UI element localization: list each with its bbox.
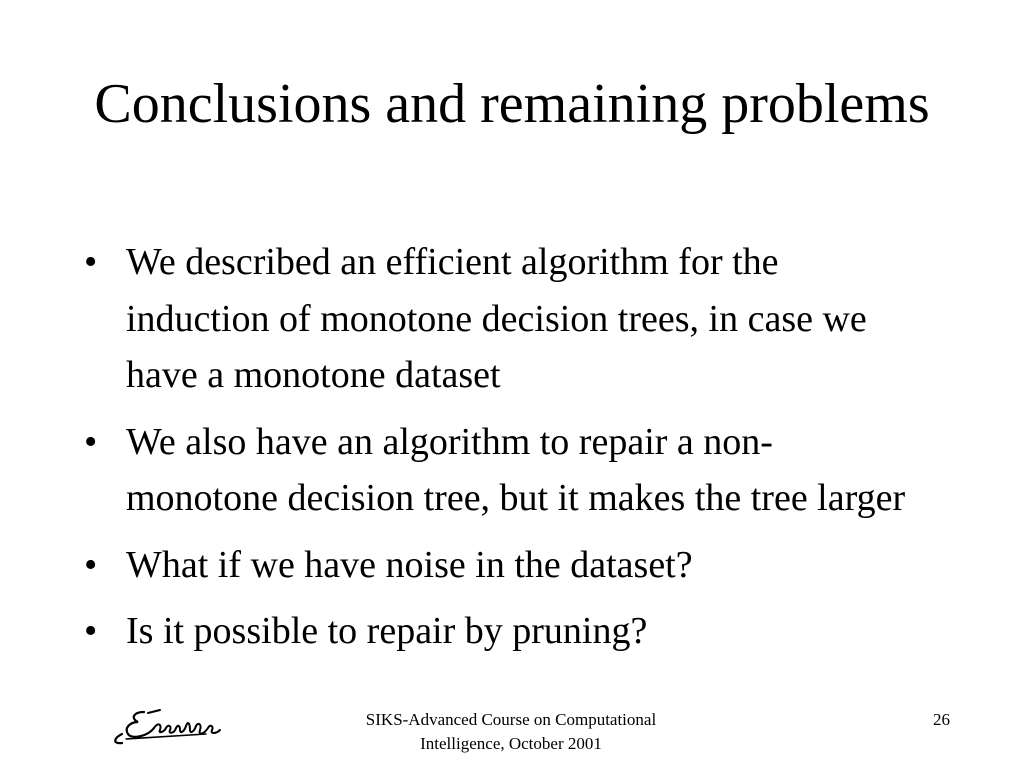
bullet-list bbox=[84, 234, 924, 670]
bullet-text: We also have an algorithm to repair a non-monotone decision tree, but it makes the tree larger bbox=[126, 420, 906, 519]
bullet-item bbox=[84, 603, 924, 660]
slide-title: Conclusions and remaining problems bbox=[94, 73, 930, 135]
bullet-item bbox=[84, 414, 924, 527]
slide-number: 26 bbox=[933, 710, 950, 729]
bullet-icon: • bbox=[84, 543, 98, 586]
bullet-text: What if we have noise in the dataset? bbox=[126, 543, 693, 586]
erasmus-signature-logo-icon bbox=[108, 704, 228, 746]
bullet-item bbox=[84, 234, 924, 404]
bullet-text: We described an efficient algorithm for the induction of monotone decision trees, in case we have a monotone dataset bbox=[126, 241, 867, 396]
bullet-icon: • bbox=[84, 610, 98, 652]
bullet-text: Is it possible to repair by pruning? bbox=[126, 610, 648, 652]
bullet-icon: • bbox=[84, 420, 98, 463]
bullet-item bbox=[84, 537, 924, 594]
footer-text: SIKS-Advanced Course on Computational Intelligence, October 2001 bbox=[365, 710, 657, 753]
bullet-icon: • bbox=[84, 241, 98, 283]
